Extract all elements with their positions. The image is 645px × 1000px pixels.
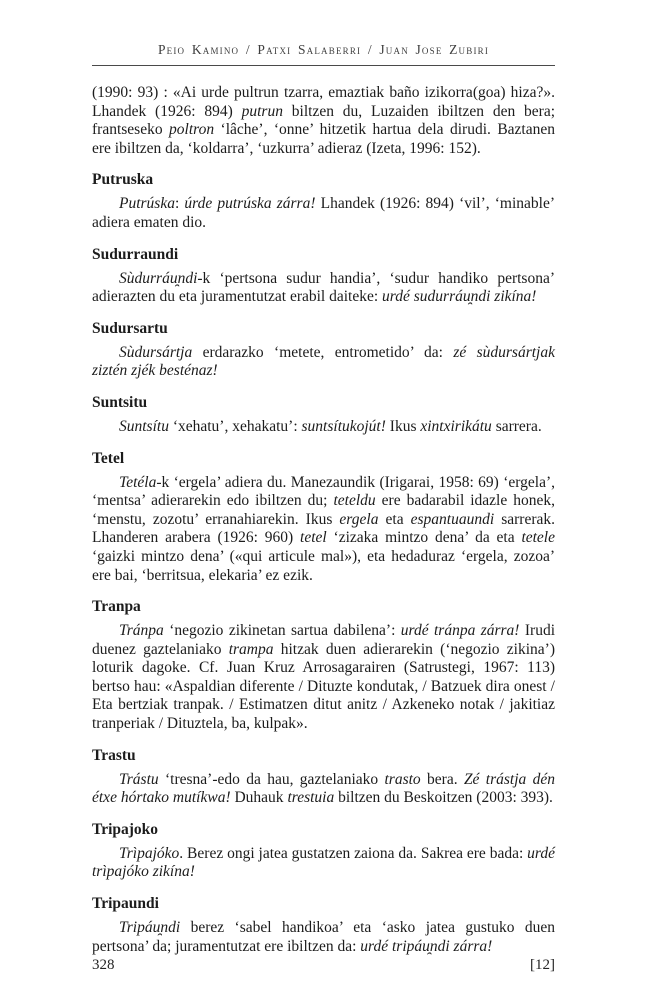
- italic-run: urdé sudurráu̯ndi zikína!: [382, 288, 537, 306]
- entry-paragraph-sudurraundi: Sùdurráu̯ndi-k ‘pertsona sudur handia’, ‘sudur handiko pertsona’ adierazten du eta juramentutzat erabil daiteke: urdé sudurráu̯ndi zikína!: [92, 269, 555, 306]
- italic-run: teteldu: [333, 492, 376, 510]
- signature-number: [12]: [530, 957, 555, 973]
- italic-run: Sùdursártja: [119, 343, 193, 361]
- entry-paragraph-tetel: Tetéla-k ‘ergela’ adiera du. Manezaundik (Irigarai, 1958: 69) ‘ergela’, ‘mentsa’ adierarekin edo ibiltzen du; teteldu ere badarabil idazle honek, ‘menstu, zozotu’ erranahiarekin. Ikus ergela eta espantuaundi sarrerak. Lhanderen arabera (1926: 960) tetel ‘zizaka mintzo dena’ da eta tetele ‘gaizki mintzo dena’ («qui articule mal»), eta hedaduraz ‘ergela, zozoa’ ere bai, ‘berritsua, elekaria’ ez ezik.: [92, 473, 556, 584]
- entry-title-tranpa: Tranpa: [92, 598, 141, 616]
- entry-tripaundi: [92, 894, 555, 956]
- entry-paragraph-sudursartu: Sùdursártja erdarazko ‘metete, entrometido’ da: zé sùdursártjak ziztén zjék besténaz!: [92, 343, 555, 380]
- entry-title-suntsitu: Suntsitu: [92, 393, 148, 411]
- italic-run: Sùdurráu̯ndi: [119, 269, 198, 287]
- entry-tranpa: [92, 597, 555, 734]
- italic-run: Tripáu̯ndi: [119, 919, 181, 937]
- italic-run: Tránpa: [119, 622, 164, 640]
- italic-run: Trìpajóko: [119, 844, 180, 862]
- italic-run: Suntsítu: [119, 417, 169, 435]
- italic-run: Zé trástja dén étxe hórtako mutíkwa!: [92, 770, 556, 807]
- entry-title-tetel: Tetel: [92, 449, 125, 467]
- entry-sudursartu: [92, 319, 555, 381]
- italic-run: ergela: [339, 510, 379, 528]
- entry-sudurraundi: [92, 245, 555, 307]
- entry-paragraph-tripajoko: Trìpajóko. Berez ongi jatea gustatzen zaiona da. Sakrea ere bada: urdé trìpajóko zikína!: [92, 844, 555, 881]
- entry-paragraph-suntsitu: Suntsítu ‘xehatu’, xehakatu’: suntsítukojút! Ikus xintxirikátu sarrera.: [119, 417, 542, 435]
- italic-run: zé sùdursártjak ziztén zjék besténaz!: [92, 343, 555, 380]
- entry-trastu: [92, 746, 555, 808]
- entry-paragraph-trastu: Trástu ‘tresna’-edo da hau, gaztelaniako trasto bera. Zé trástja dén étxe hórtako mutíkwa! Duhauk trestuia biltzen du Beskoitzen (2003: 393).: [92, 770, 556, 807]
- entry-tetel: [92, 449, 555, 586]
- entry-paragraph-putruska: Putrúska: úrde putrúska zárra! Lhandek (1926: 894) ‘vil’, ‘minable’ adiera ematen dio.: [92, 195, 556, 231]
- italic-run: espantuaundi: [410, 510, 495, 528]
- italic-run: trestuia: [287, 789, 335, 807]
- entry-paragraph-tripaundi: Tripáu̯ndi berez ‘sabel handikoa’ eta ‘asko jatea gustuko duen pertsona’ da; juramentutzat ere ibiltzen da: urdé tripáu̯ndi zárra!: [92, 919, 555, 955]
- italic-run: urdé tripáu̯ndi zárra!: [360, 937, 493, 955]
- italic-run: trampa: [228, 640, 274, 658]
- italic-run: putrun: [241, 102, 283, 120]
- italic-run: urdé tránpa zárra!: [400, 622, 520, 640]
- italic-run: trasto: [384, 770, 421, 788]
- italic-run: tetel: [300, 529, 327, 547]
- entry-title-tripajoko: Tripajoko: [92, 820, 159, 838]
- entry-suntsitu: [92, 393, 555, 437]
- intro-paragraph: (1990: 93) : «Ai urde pultrun tzarra, emaztiak baño izikorra(goa) hiza?». Lhandek (1926: 894) putrun biltzen du, Luzaiden ibiltzen den bera; frantseseko poltron ‘lâche’, ‘onne’ hitzetik hartua dela dirudi. Baztanen ere ibiltzen da, ‘koldarra’, ‘uzkurra’ adieraz (Izeta, 1996: 152).: [92, 84, 556, 157]
- entry-title-tripaundi: Tripaundi: [92, 895, 159, 913]
- italic-run: poltron: [169, 121, 215, 139]
- entry-title-trastu: Trastu: [92, 746, 136, 764]
- italic-run: Trástu: [119, 770, 159, 788]
- italic-run: Tetéla: [119, 473, 157, 491]
- page-number: 328: [92, 957, 115, 973]
- italic-run: Putrúska: [119, 195, 175, 213]
- entry-title-putruska: Putruska: [92, 171, 154, 189]
- entry-title-sudurraundi: Sudurraundi: [92, 245, 179, 263]
- italic-run: úrde putrúska zárra!: [184, 195, 316, 213]
- italic-run: suntsítukojút!: [301, 417, 386, 435]
- header-authors: Peio Kamino / Patxi Salaberri / Juan Jose Zubiri: [157, 42, 490, 57]
- running-header: [92, 42, 555, 66]
- italic-run: urdé trìpajóko zikína!: [92, 844, 555, 881]
- italic-run: tetele: [521, 529, 555, 547]
- italic-run: xintxirikátu: [420, 417, 492, 435]
- entry-tripajoko: [92, 820, 555, 882]
- entry-putruska: [92, 170, 555, 232]
- entry-paragraph-tranpa: Tránpa ‘negozio zikinetan sartua dabilena’: urdé tránpa zárra! Irudi duenez gaztelaniako trampa hitzak duen adierarekin (‘negozio zikina’) loturik dagoke. Cf. Juan Kruz Arrosagarairen (Satrustegi, 1967: 113) bertso hau: «Aspaldian diferente / Dituzte kondutak, / Batzuek dira onest / Eta bertziak tranpak. / Estimatzen ditut anitz / Azkeneko notak / jakitiaz tranperiak / Dituztela, ba, kulpak».: [92, 622, 556, 733]
- page-footer: [92, 957, 555, 974]
- entry-title-sudursartu: Sudursartu: [92, 319, 168, 337]
